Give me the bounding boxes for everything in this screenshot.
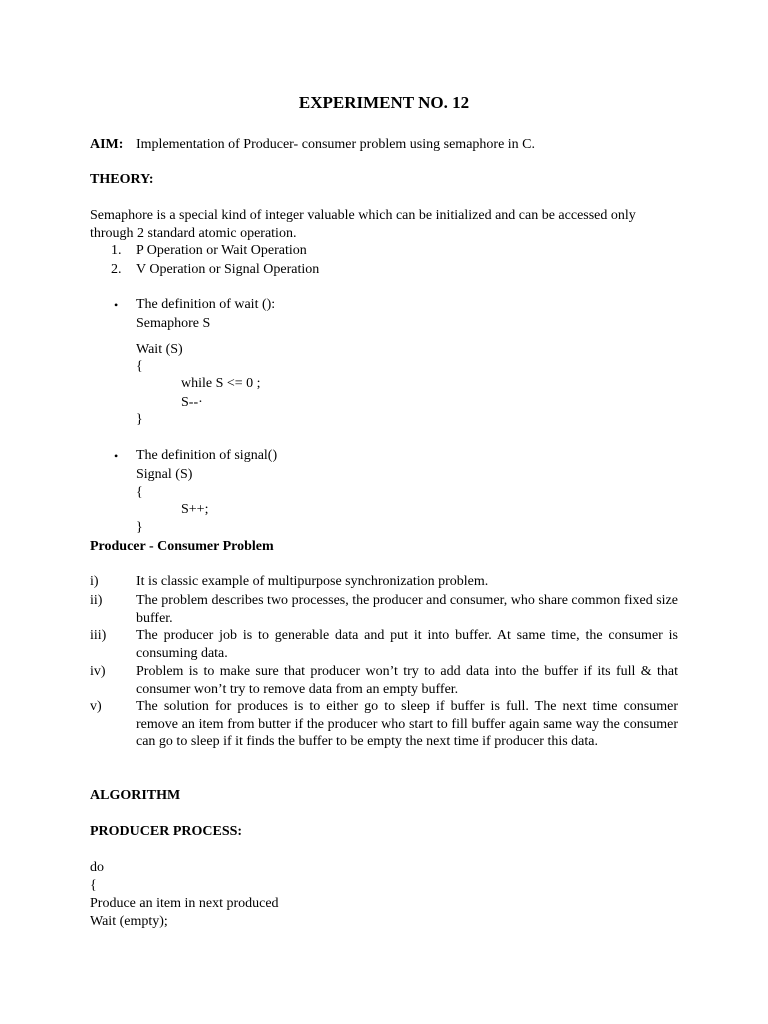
theory-intro-line-1: Semaphore is a special kind of integer valuable which can be initialized and can be accessed only <box>90 208 636 223</box>
operation-text: P Operation or Wait Operation <box>136 243 307 258</box>
code-line: { <box>90 878 97 893</box>
aim-text: Implementation of Producer- consumer problem using semaphore in C. <box>136 137 536 152</box>
signal-body-line-1: S++; <box>181 502 209 517</box>
aim-label: AIM: <box>90 137 124 152</box>
list-item-text: The producer job is to generable data and put it into buffer. At same time, the consumer is consuming data. <box>136 628 678 661</box>
list-item-text: The solution for produces is to either go to sleep if buffer is full. The next time consumer remove an item from butter if the producer who start to fill buffer again same way the consumer can go to sleep if it finds the buffer to be empty the next time if producer this data. <box>136 699 678 750</box>
signal-definition-heading: The definition of signal() <box>136 448 278 463</box>
list-item-number: v) <box>90 699 102 714</box>
operation-number: 2. <box>111 262 122 277</box>
code-line: do <box>90 860 104 875</box>
list-item-number: iii) <box>90 628 107 643</box>
producer-process-heading: PRODUCER PROCESS: <box>90 824 243 839</box>
operation-text: V Operation or Signal Operation <box>136 262 320 277</box>
list-item-text: The problem describes two processes, the producer and consumer, who share common fixed size buffer. <box>136 593 678 626</box>
code-line: Wait (empty); <box>90 914 168 929</box>
list-item-number: i) <box>90 574 99 589</box>
wait-decl: Semaphore S <box>136 316 211 331</box>
theory-heading: THEORY: <box>90 172 154 187</box>
list-item-text: It is classic example of multipurpose synchronization problem. <box>136 574 489 589</box>
page-title: EXPERIMENT NO. 12 <box>298 93 470 112</box>
pc-problem-heading: Producer - Consumer Problem <box>90 539 274 554</box>
list-item-number: ii) <box>90 593 103 608</box>
wait-close-brace: } <box>136 412 143 427</box>
theory-intro-line-2: through 2 standard atomic operation. <box>90 226 297 241</box>
wait-open-brace: { <box>136 359 143 374</box>
bullet-icon: • <box>114 298 119 312</box>
bullet-icon: • <box>114 449 119 463</box>
code-line: Produce an item in next produced <box>90 896 279 911</box>
operation-number: 1. <box>111 243 122 258</box>
wait-body-line-2: S--· <box>181 395 203 410</box>
list-item-number: iv) <box>90 664 106 679</box>
signal-close-brace: } <box>136 520 143 535</box>
signal-signature: Signal (S) <box>136 467 193 482</box>
algorithm-heading: ALGORITHM <box>90 788 181 803</box>
wait-signature: Wait (S) <box>136 342 183 357</box>
wait-body-line-1: while S <= 0 ; <box>181 376 261 391</box>
wait-definition-heading: The definition of wait (): <box>136 297 276 312</box>
signal-open-brace: { <box>136 485 143 500</box>
list-item-text: Problem is to make sure that producer won’t try to add data into the buffer if its full & that consumer won’t try to remove data from an empty buffer. <box>136 664 678 697</box>
